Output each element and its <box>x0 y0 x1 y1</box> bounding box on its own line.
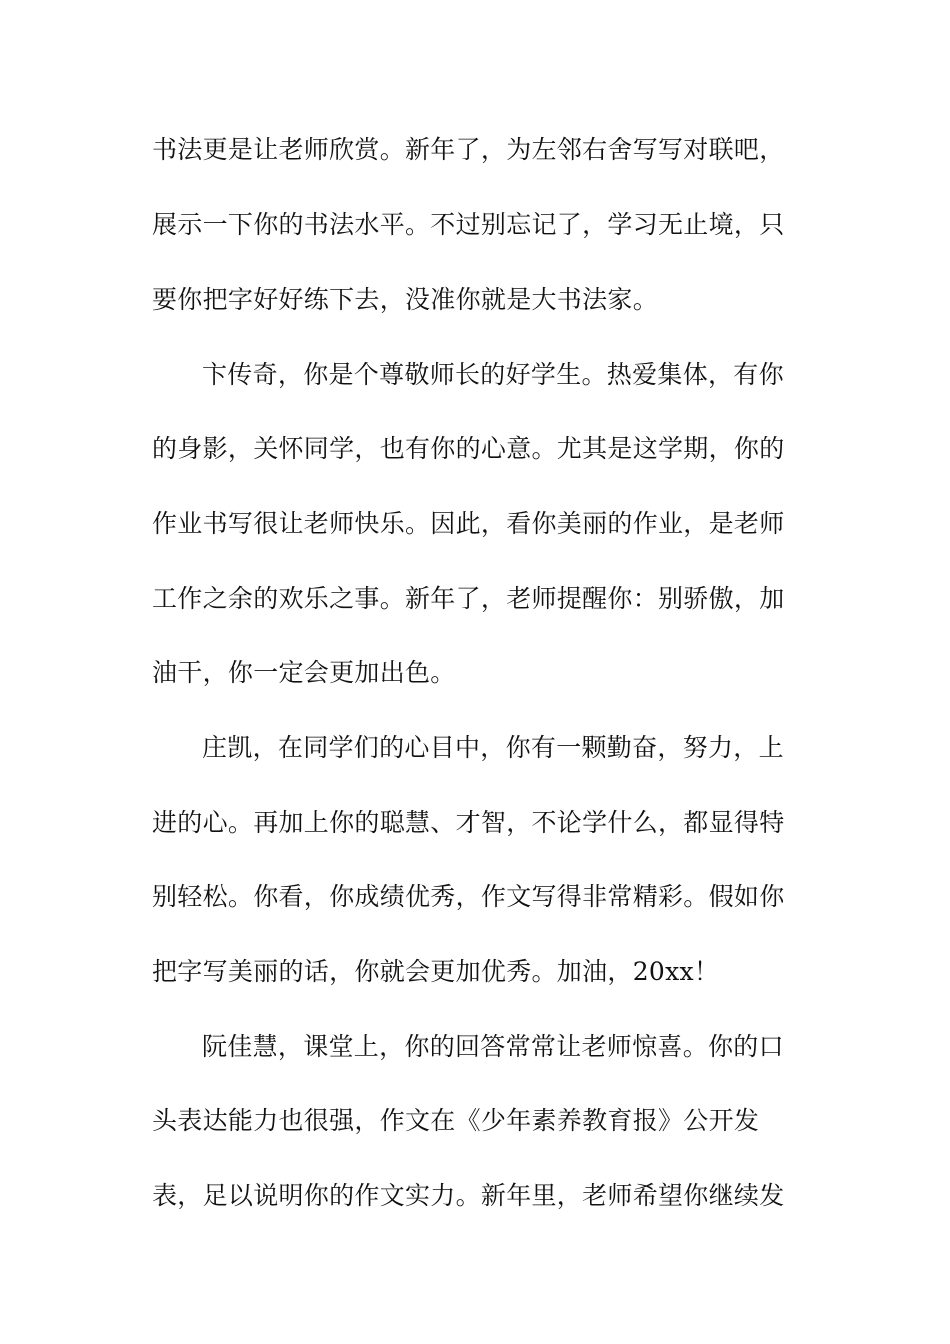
text-line: 别轻松。你看，你成绩优秀，作文写得非常精彩。假如你 <box>152 882 785 911</box>
text-line: 要你把字好好练下去，没准你就是大书法家。 <box>152 285 659 314</box>
text-line: 表，足以说明你的作文实力。新年里，老师希望你继续发 <box>152 1181 785 1210</box>
text-line: 的身影，关怀同学，也有你的心意。尤其是这学期，你的 <box>152 434 785 463</box>
text-line: 展示一下你的书法水平。不过别忘记了，学习无止境，只 <box>152 210 785 239</box>
paragraph-first-line: 阮佳慧，课堂上，你的回答常常让老师惊喜。你的口 <box>202 1032 784 1061</box>
text-line: 把字写美丽的话，你就会更加优秀。加油，20xx！ <box>152 957 720 986</box>
text-line: 头表达能力也很强，作文在《少年素养教育报》公开发 <box>152 1106 760 1135</box>
paragraph-first-line: 庄凯，在同学们的心目中，你有一颗勤奋，努力，上 <box>202 733 784 762</box>
text-line: 书法更是让老师欣赏。新年了，为左邻右舍写写对联吧， <box>152 135 785 164</box>
paragraph-first-line: 卞传奇，你是个尊敬师长的好学生。热爱集体，有你 <box>202 360 784 389</box>
text-line: 工作之余的欢乐之事。新年了，老师提醒你：别骄傲，加 <box>152 584 785 613</box>
text-line: 进的心。再加上你的聪慧、才智，不论学什么，都显得特 <box>152 808 785 837</box>
text-line: 油干，你一定会更加出色。 <box>152 658 456 687</box>
text-line: 作业书写很让老师快乐。因此，看你美丽的作业，是老师 <box>152 509 785 538</box>
